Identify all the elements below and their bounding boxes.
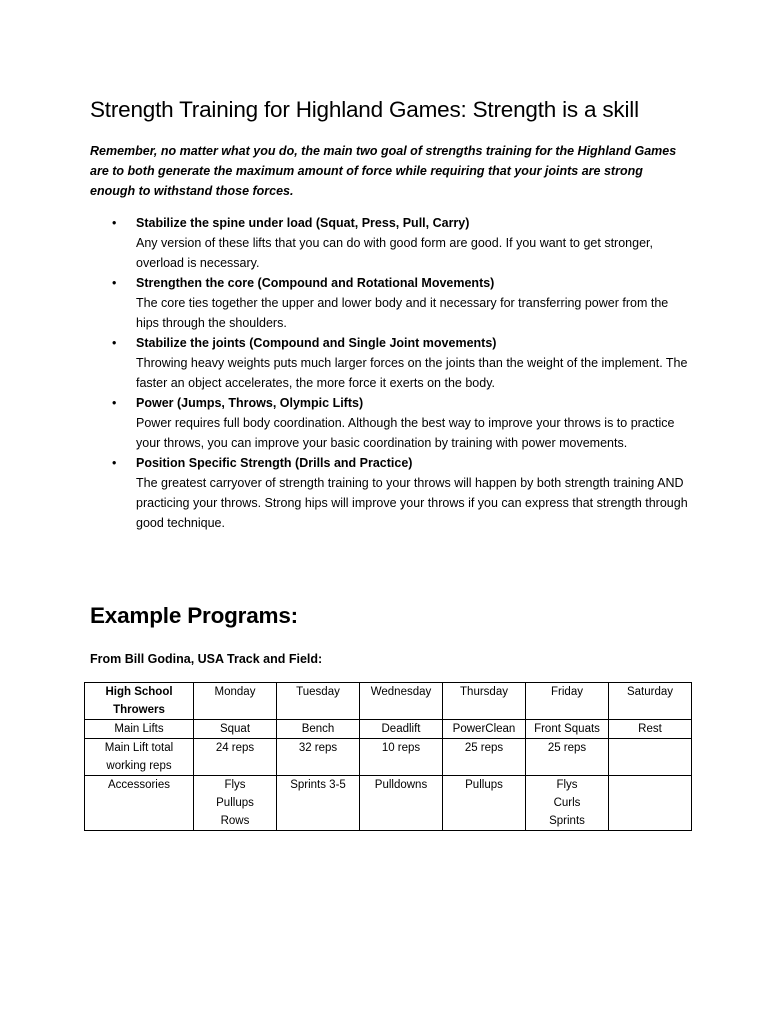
cell-text: Flys xyxy=(224,779,246,791)
bullet-icon: • xyxy=(112,216,117,230)
cell-text: Bench xyxy=(301,723,335,735)
row-label-cell: Main Lifts xyxy=(85,720,194,739)
cell-text: Pulldowns xyxy=(374,779,428,791)
list-item xyxy=(90,333,690,393)
day-header-cell: Wednesday xyxy=(360,683,443,720)
list-item xyxy=(90,393,690,453)
intro-paragraph: Remember, no matter what you do, the main two goal of strengths training for the Highland Games are to both generate the maximum amount of force while requiring that your joints are strong enough to withstand those forces. xyxy=(90,144,677,198)
cell-text: Curls xyxy=(553,797,581,809)
cell-text: 24 reps xyxy=(215,742,255,754)
row-label-cell: Main Lift total working reps xyxy=(85,739,194,776)
day-header-cell: Saturday xyxy=(609,683,692,720)
table-cell xyxy=(443,776,526,831)
table-cell xyxy=(194,720,277,739)
table-cell xyxy=(277,776,360,831)
table-row xyxy=(85,776,692,831)
table-cell xyxy=(194,776,277,831)
table-cell xyxy=(360,776,443,831)
table-cell xyxy=(526,720,609,739)
program-source: From Bill Godina, USA Track and Field: xyxy=(90,652,323,666)
table-cell xyxy=(443,739,526,776)
day-header-cell: Thursday xyxy=(443,683,526,720)
cell-text: Front Squats xyxy=(534,723,600,735)
table-cell xyxy=(609,739,692,776)
list-item-body: The core ties together the upper and lower body and it necessary for transferring power from the hips through the shoulders. xyxy=(136,296,669,330)
cell-text: Rest xyxy=(638,723,662,735)
list-item-heading: Stabilize the spine under load (Squat, Press, Pull, Carry) xyxy=(136,216,470,230)
list-item-body: Throwing heavy weights puts much larger forces on the joints than the weight of the implement. The faster an object accelerates, the more force it exerts on the body. xyxy=(136,356,688,390)
day-header-cell: Friday xyxy=(526,683,609,720)
table-cell xyxy=(277,720,360,739)
table-cell xyxy=(526,739,609,776)
table-header-row xyxy=(85,683,692,720)
table-cell xyxy=(609,776,692,831)
cell-text: Rows xyxy=(220,815,250,827)
day-header-cell: Monday xyxy=(194,683,277,720)
cell-text: 25 reps xyxy=(547,742,587,754)
table-cell xyxy=(609,720,692,739)
bullet-icon: • xyxy=(112,456,117,470)
principles-list xyxy=(90,213,690,533)
table-cell xyxy=(360,720,443,739)
list-item-body: Any version of these lifts that you can do with good form are good. If you want to get stronger, overload is necessary. xyxy=(136,236,653,270)
cell-text: Pullups xyxy=(465,779,503,791)
day-header-cell: Tuesday xyxy=(277,683,360,720)
section-title: Example Programs: xyxy=(90,603,298,628)
cell-text: Flys xyxy=(556,779,578,791)
bullet-icon: • xyxy=(112,336,117,350)
list-item-body: The greatest carryover of strength training to your throws will happen by both strength training AND practicing your throws. Strong hips will improve your throws if you can express that strength through good technique. xyxy=(136,476,688,530)
table-cell xyxy=(194,739,277,776)
cell-text: 25 reps xyxy=(464,742,504,754)
bullet-icon: • xyxy=(112,396,117,410)
cell-text: 10 reps xyxy=(381,742,421,754)
table-cell xyxy=(360,739,443,776)
bullet-icon: • xyxy=(112,276,117,290)
table-corner-cell: High School Throwers xyxy=(85,683,194,720)
table-cell xyxy=(526,776,609,831)
cell-text: Sprints xyxy=(549,815,585,827)
table-row xyxy=(85,720,692,739)
cell-text: Deadlift xyxy=(381,723,421,735)
table-cell xyxy=(443,720,526,739)
table-cell xyxy=(277,739,360,776)
list-item xyxy=(90,273,690,333)
cell-text: Sprints 3-5 xyxy=(290,779,346,791)
list-item-body: Power requires full body coordination. Although the best way to improve your throws is to practice your throws, you can improve your basic coordination by training with power movements. xyxy=(136,416,675,450)
cell-text: 32 reps xyxy=(298,742,338,754)
list-item-heading: Position Specific Strength (Drills and Practice) xyxy=(136,456,413,470)
list-item-heading: Power (Jumps, Throws, Olympic Lifts) xyxy=(136,396,364,410)
page-title: Strength Training for Highland Games: Strength is a skill xyxy=(90,97,639,122)
cell-text: PowerClean xyxy=(452,723,516,735)
program-table xyxy=(84,682,692,831)
cell-text: Squat xyxy=(219,723,251,735)
table-row xyxy=(85,739,692,776)
list-item-heading: Strengthen the core (Compound and Rotational Movements) xyxy=(136,276,495,290)
list-item xyxy=(90,453,690,533)
list-item-heading: Stabilize the joints (Compound and Single Joint movements) xyxy=(136,336,497,350)
row-label-cell: Accessories xyxy=(85,776,194,831)
cell-text: Pullups xyxy=(216,797,254,809)
document-page xyxy=(90,92,690,533)
list-item xyxy=(90,213,690,273)
